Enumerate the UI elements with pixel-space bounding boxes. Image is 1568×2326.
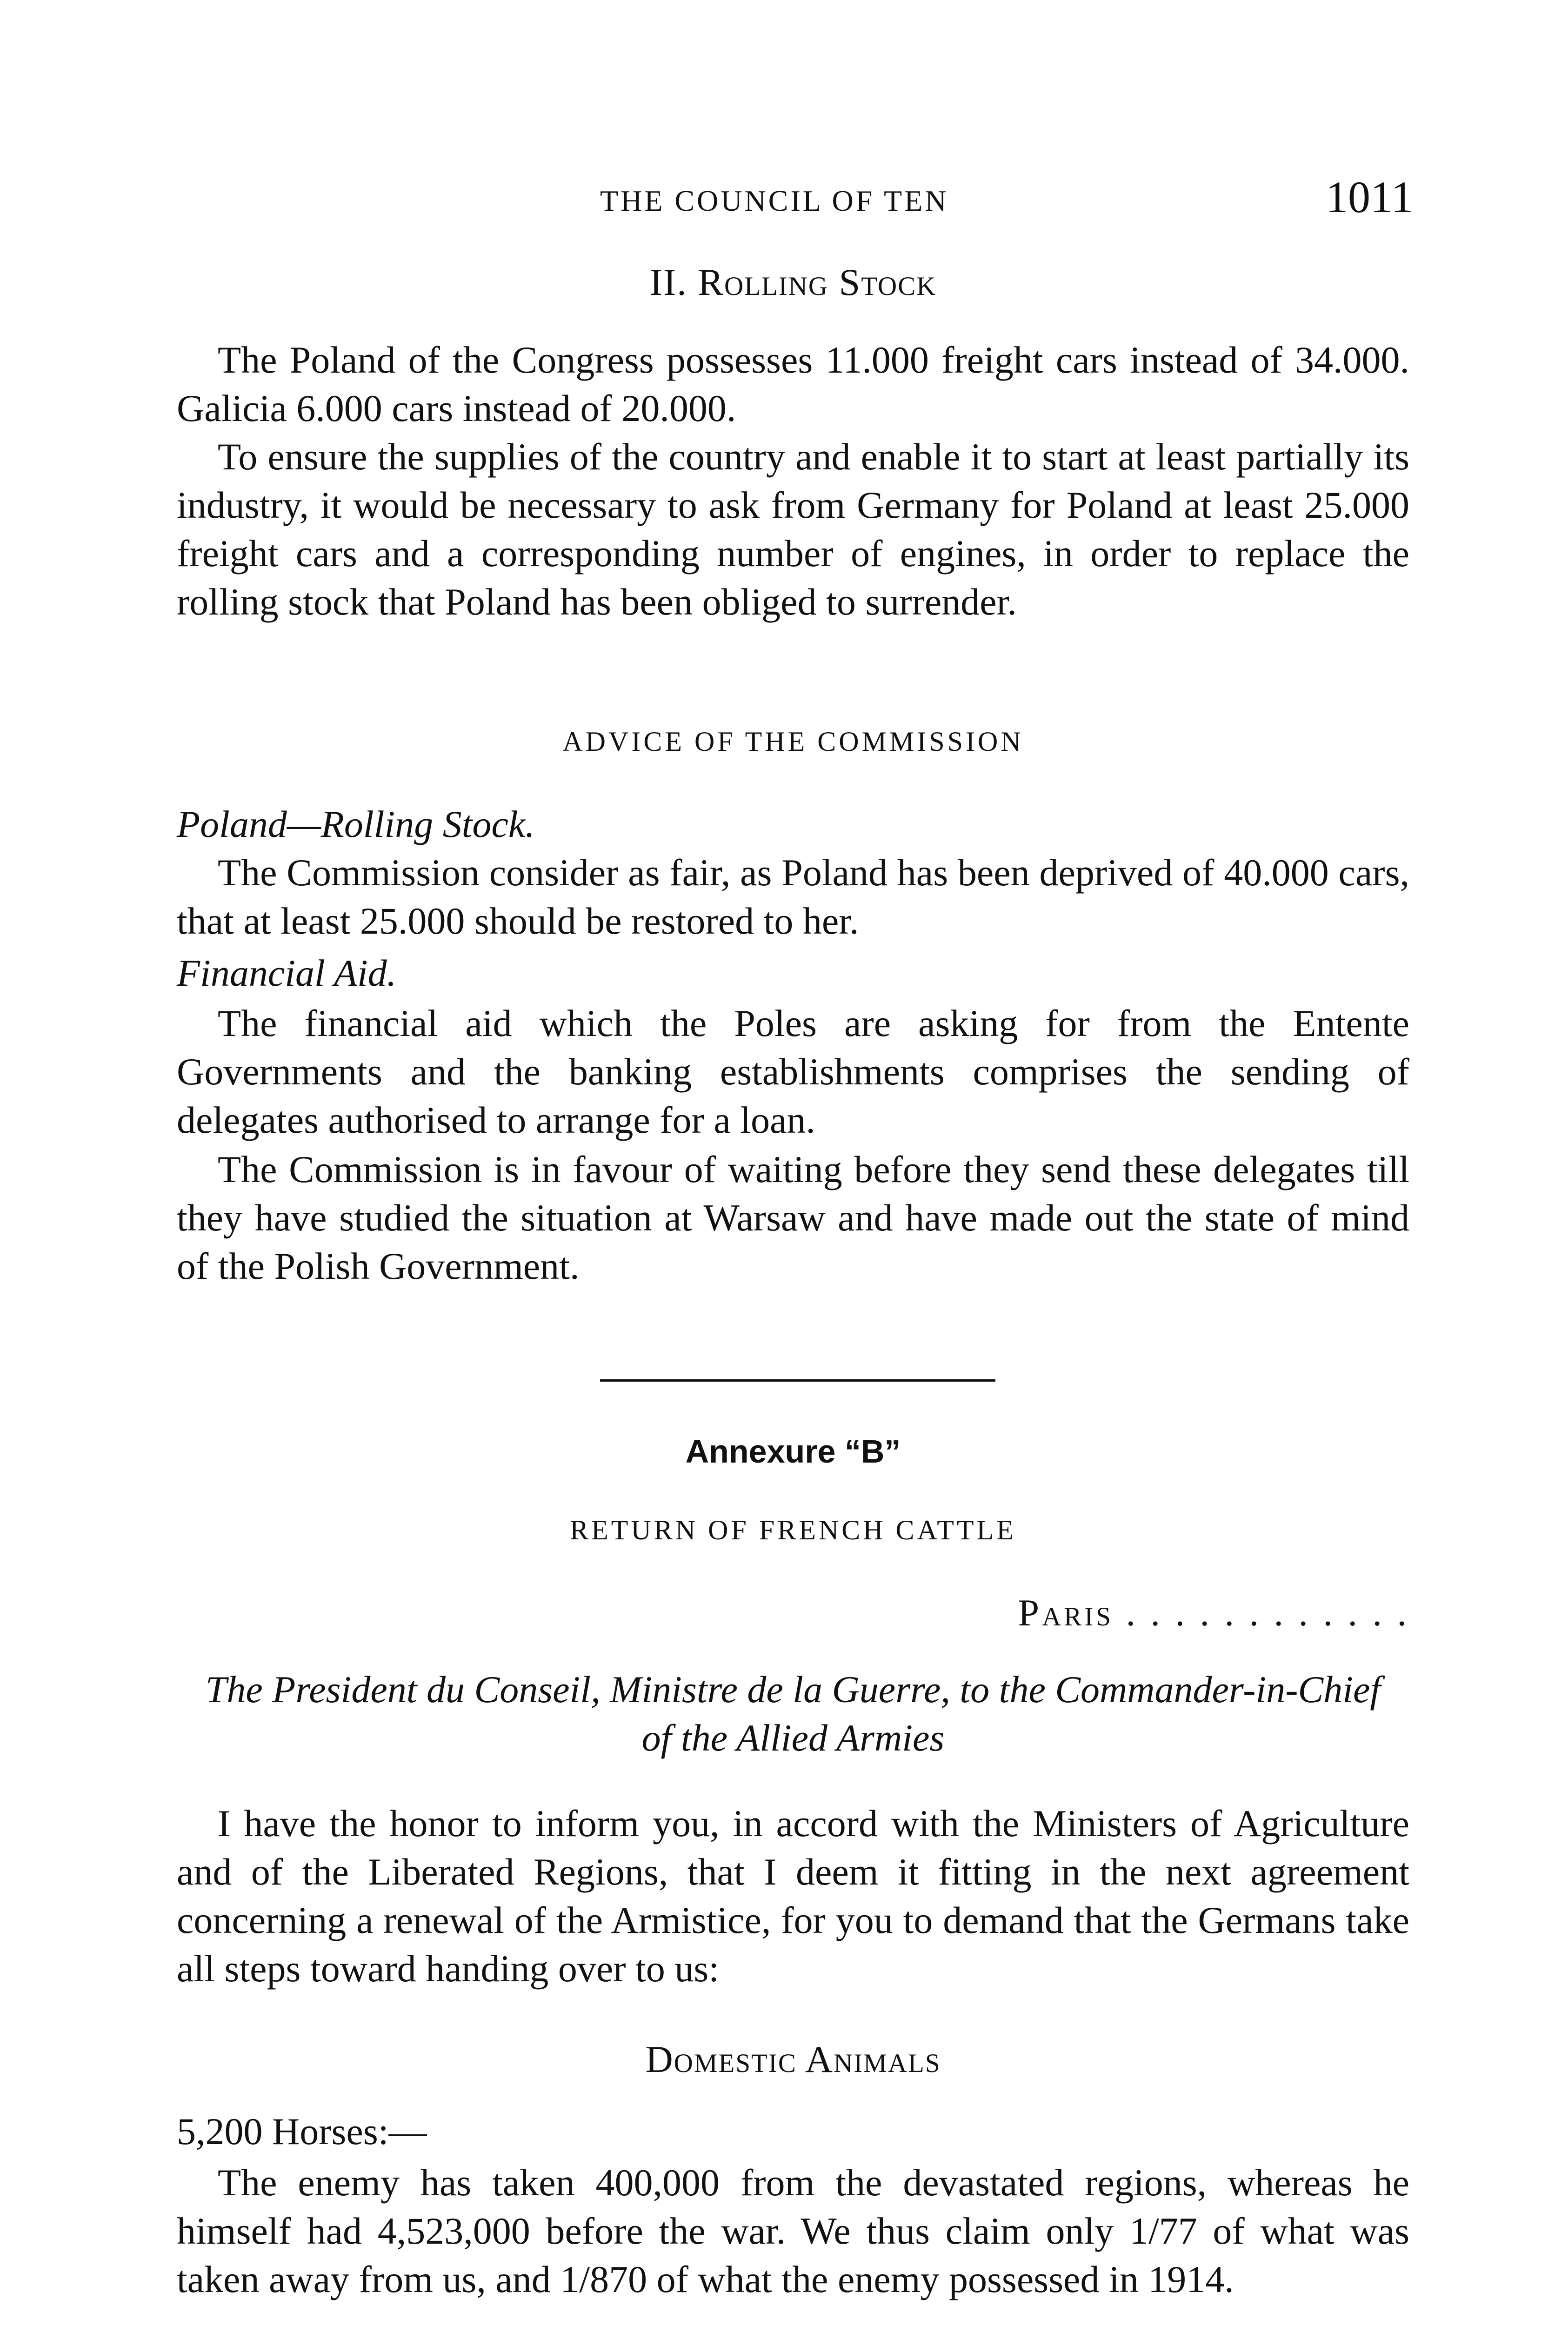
place-line: Paris . . . . . . . . . . . .: [1018, 1591, 1409, 1634]
advice-heading: ADVICE OF THE COMMISSION: [562, 726, 1024, 757]
section-divider: [600, 1379, 995, 1382]
financial-aid-subhead: Financial Aid.: [177, 952, 397, 994]
annexure-title: Annexure “B”: [685, 1433, 901, 1470]
paragraph-honor-inform: I have the honor to inform you, in accord with the Ministers of Agriculture and of the Liberated Regions, that I deem it fitting in the next agreement concerning a renewal of the Armistice, for you to demand that the Germans take all steps toward handing over to us:: [177, 1802, 1409, 1990]
paragraph-ensure-supplies: To ensure the supplies of the country and enable it to start at least partially its industry, it would be necessary to ask from Germany for Poland at least 25.000 freight cars and a corresponding number of engines, in order to replace the rolling stock that Poland has been obliged to surrender.: [177, 435, 1409, 623]
horses-label: 5,200 Horses:—: [177, 2110, 427, 2152]
paragraph-financial-aid: The financial aid which the Poles are asking for from the Entente Governments and the banking establishments comprises the sending of delegates authorised to arrange for a loan.: [177, 1002, 1409, 1141]
letter-heading: The President du Conseil, Ministre de la Guerre, to the Commander-in-Chief of the Allied Armies: [205, 1668, 1381, 1759]
running-title: THE COUNCIL OF TEN: [600, 184, 949, 217]
paragraph-commission-fair: The Commission consider as fair, as Poland has been deprived of 40.000 cars, that at least 25.000 should be restored to her.: [177, 851, 1409, 942]
paragraph-commission-waiting: The Commission is in favour of waiting before they send these delegates till they have studied the situation at Warsaw and have made out the state of mind of the Polish Government.: [177, 1148, 1409, 1287]
section-heading-rolling-stock: II. Rolling Stock: [649, 261, 937, 303]
paragraph-horses: The enemy has taken 400,000 from the devastated regions, whereas he himself had 4,523,000 before the war. We thus claim only 1/77 of what was taken away from us, and 1/870 of what the enemy possessed in 1914.: [177, 2161, 1409, 2300]
domestic-animals-heading: Domestic Animals: [645, 2038, 941, 2080]
rolling-stock-subhead: Poland—Rolling Stock.: [177, 803, 535, 845]
annexure-subtitle: RETURN OF FRENCH CATTLE: [570, 1515, 1016, 1545]
page-number: 1011: [1326, 172, 1414, 222]
paragraph-freight-cars: The Poland of the Congress possesses 11.000 freight cars instead of 34.000. Galicia 6.000 cars instead of 20.000.: [177, 339, 1409, 429]
